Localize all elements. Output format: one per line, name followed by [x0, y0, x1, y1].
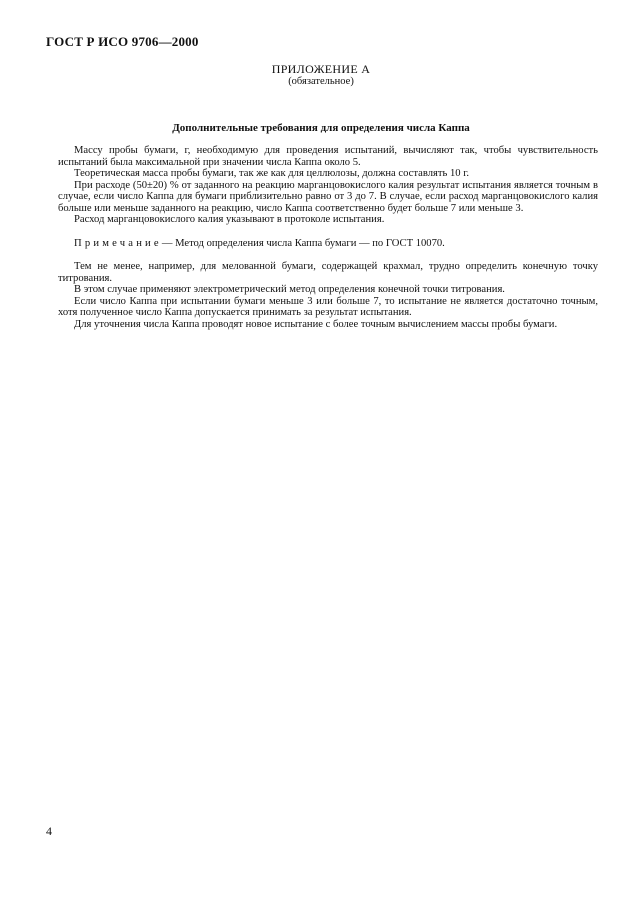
- appendix-title: ПРИЛОЖЕНИЕ А: [271, 62, 371, 76]
- paragraph: Массу пробы бумаги, г, необходимую для проведения испытаний, вычисляют так, чтобы чувствительность испытаний была максимальной при значении числа Каппа около 5.: [58, 145, 598, 168]
- paragraph: Теоретическая масса пробы бумаги, так же как для целлюлозы, должна составлять 10 г.: [74, 168, 470, 179]
- note-label: Примечание: [74, 237, 162, 249]
- note-paragraph: [58, 238, 598, 250]
- paragraph: При расходе (50±20) % от заданного на реакцию марганцовокислого калия результат испытания является точным в случае, если число Каппа для бумаги приблизительно равно от 3 до 7. В случае, если расход марганцовокислого калия больше или меньше заданного на реакцию, число Каппа соответственно будет больше 7 или меньше 3.: [58, 179, 598, 214]
- paragraph: Расход марганцовокислого калия указывают в протоколе испытания.: [74, 214, 385, 225]
- section-heading: Дополнительные требования для определения числа Каппа: [172, 122, 470, 134]
- paragraph: В этом случае применяют электрометрический метод определения конечной точки титрования.: [74, 284, 505, 295]
- document-header: ГОСТ Р ИСО 9706—2000: [46, 34, 199, 49]
- paragraph: Тем не менее, например, для мелованной бумаги, содержащей крахмал, трудно определить конечную точку титрования.: [58, 261, 598, 284]
- paragraph: Для уточнения числа Каппа проводят новое испытание с более точным вычислением массы пробы бумаги.: [74, 318, 558, 330]
- paragraph: Если число Каппа при испытании бумаги меньше 3 или больше 7, то испытание не является достаточно точным, хотя полученное число Каппа допускается принимать за результат испытания.: [58, 295, 598, 318]
- appendix-subtitle: (обязательное): [288, 76, 354, 87]
- note-text: — Метод определения числа Каппа бумаги — по ГОСТ 10070.: [161, 237, 445, 249]
- body-text: [58, 145, 598, 330]
- page-number: 4: [46, 824, 52, 838]
